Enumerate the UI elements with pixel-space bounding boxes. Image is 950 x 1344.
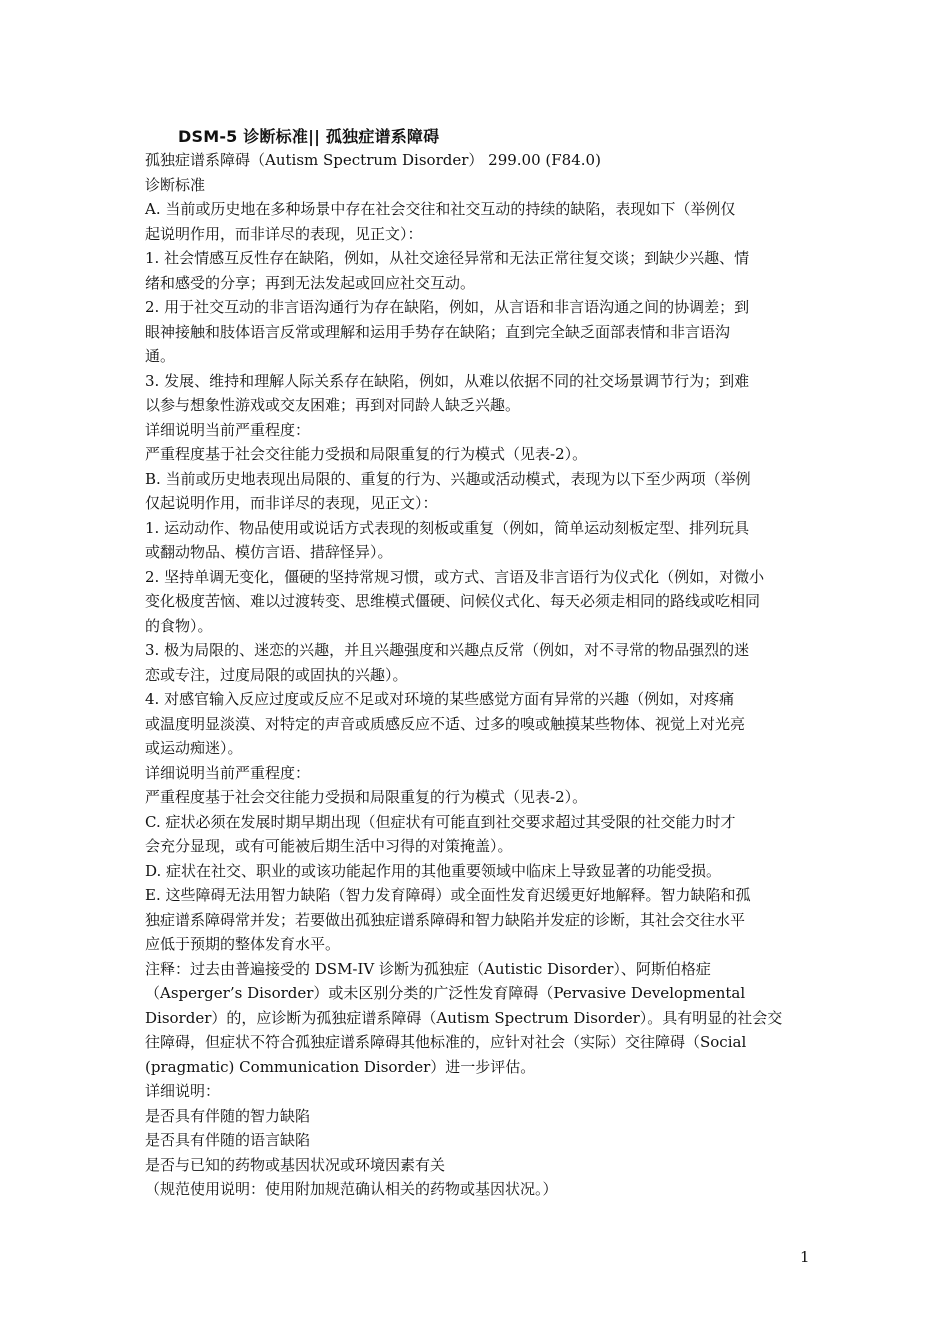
text-line: D. 症状在社交、职业的或该功能起作用的其他重要领域中临床上导致显著的功能受损。 [145, 861, 722, 880]
text-line: 或运动痴迷）。 [145, 739, 243, 757]
text-line: 是否具有伴随的语言缺陷 [145, 1131, 311, 1149]
text-line: 起说明作用，而非详尽的表现，见正文）： [145, 224, 423, 243]
text-line: 往障碍，但症状不符合孤独症谱系障碍其他标准的，应针对社会（实际）交往障碍（Social [145, 1033, 747, 1051]
document-title: DSM-5 诊断标准|| 孤独症谱系障碍 [178, 127, 440, 146]
text-line: 仅起说明作用，而非详尽的表现，见正文）： [145, 494, 438, 512]
text-line: 以参与想象性游戏或交友困难；再到对同龄人缺乏兴趣。 [145, 396, 521, 414]
text-line: 4. 对感官输入反应过度或反应不足或对环境的某些感觉方面有异常的兴趣（例如，对疼痛 [145, 690, 735, 708]
text-line: 变化极度苦恼、难以过渡转变、思维模式僵硬、问候仪式化、每天必须走相同的路线或吃相同 [145, 592, 761, 610]
text-line: 独症谱系障碍常并发；若要做出孤独症谱系障碍和智力缺陷并发症的诊断，其社会交往水平 [145, 910, 746, 929]
text-line: （Asperger’s Disorder）或未区别分类的广泛性发育障碍（Pervasive Developmental [145, 984, 746, 1002]
text-line: 是否与已知的药物或基因状况或环境因素有关 [145, 1155, 446, 1174]
text-line: 会充分显现，或有可能被后期生活中习得的对策掩盖）。 [145, 837, 513, 855]
text-line: 应低于预期的整体发育水平。 [145, 935, 341, 953]
text-line: 详细说明： [145, 1082, 221, 1100]
text-line: 3. 极为局限的、迷恋的兴趣，并且兴趣强度和兴趣点反常（例如，对不寻常的物品强烈的迷 [145, 641, 750, 659]
text-line: 或温度明显淡漠、对特定的声音或质感反应不适、过多的嗅或触摸某些物体、视觉上对光亮 [145, 714, 746, 733]
text-line: 2. 坚持单调无变化，僵硬的坚持常规习惯，或方式、言语及非言语行为仪式化（例如，对微小 [145, 567, 765, 586]
text-line: 眼神接触和肢体语言反常或理解和运用手势存在缺陷；直到完全缺乏面部表情和非言语沟 [145, 322, 731, 341]
text-line: 2. 用于社交互动的非言语沟通行为存在缺陷，例如，从言语和非言语沟通之间的协调差；到 [145, 298, 750, 316]
text-line: 详细说明当前严重程度： [145, 420, 311, 439]
text-line: 恋或专注，过度局限的或固执的兴趣）。 [145, 665, 408, 684]
text-line: A. 当前或历史地在多种场景中存在社会交往和社交互动的持续的缺陷，表现如下（举例仅 [145, 200, 736, 218]
document-body [145, 148, 817, 1202]
text-line: B. 当前或历史地表现出局限的、重复的行为、兴趣或活动模式，表现为以下至少两项（举例 [145, 469, 751, 488]
text-line: 详细说明当前严重程度： [145, 763, 311, 782]
text-line: 严重程度基于社会交往能力受损和局限重复的行为模式（见表-2）。 [145, 445, 588, 463]
text-line: 严重程度基于社会交往能力受损和局限重复的行为模式（见表-2）。 [145, 788, 588, 806]
text-line: 是否具有伴随的智力缺陷 [145, 1106, 311, 1125]
text-line: 1. 社会情感互反性存在缺陷，例如，从社交途径异常和无法正常往复交谈；到缺少兴趣、情 [145, 249, 750, 267]
text-line: E. 这些障碍无法用智力缺陷（智力发育障碍）或全面性发育迟缓更好地解释。智力缺陷和孤 [145, 886, 751, 904]
text-line: 通。 [145, 347, 176, 365]
text-line: 注释：过去由普遍接受的 DSM-IV 诊断为孤独症（Autistic Disorder）、阿斯伯格症 [145, 959, 711, 978]
text-line: 诊断标准 [145, 175, 206, 194]
text-line: 3. 发展、维持和理解人际关系存在缺陷，例如，从难以依据不同的社交场景调节行为；到难 [145, 371, 750, 390]
text-line: 绪和感受的分享；再到无法发起或回应社交互动。 [145, 273, 476, 292]
text-line: Disorder）的，应诊断为孤独症谱系障碍（Autism Spectrum Disorder）。具有明显的社会交 [145, 1008, 783, 1027]
text-line: (pragmatic) Communication Disorder）进一步评估。 [145, 1057, 536, 1076]
page-number: 1 [800, 1248, 810, 1266]
text-line: C. 症状必须在发展时期早期出现（但症状有可能直到社交要求超过其受限的社交能力时才 [145, 812, 736, 831]
text-line: （规范使用说明：使用附加规范确认相关的药物或基因状况。） [145, 1180, 558, 1198]
text-line: 的食物）。 [145, 616, 213, 635]
text-line: 孤独症谱系障碍（Autism Spectrum Disorder） 299.00 (F84.0) [145, 151, 601, 169]
text-line: 或翻动物品、模仿言语、措辞怪异）。 [145, 543, 393, 561]
text-line: 1. 运动动作、物品使用或说话方式表现的刻板或重复（例如，简单运动刻板定型、排列玩具 [145, 518, 750, 537]
